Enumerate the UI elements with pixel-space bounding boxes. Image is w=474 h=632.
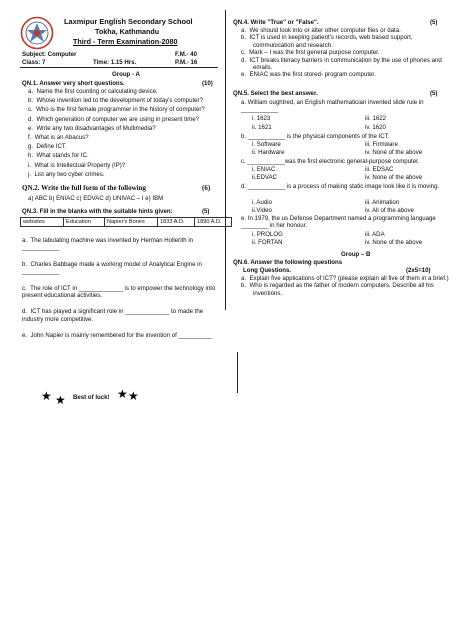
q4-marks: (5) [430, 19, 438, 26]
list-item: b. Whose invention led to the development of today's computer? [28, 97, 203, 105]
column-divider [225, 10, 226, 310]
group-b-title: Group – B [341, 251, 371, 258]
q3-marks: (5) [202, 208, 210, 215]
list-item: h. What stands for IC. [28, 152, 89, 160]
list-item: c. Who is the first female programmer in the history of computer? [28, 106, 205, 114]
star-icon: ★ [117, 387, 128, 401]
time-label: Time: 1.15 Hrs. [93, 59, 137, 66]
option: iv. 1620 [365, 124, 386, 131]
list-item: b. ICT is used in keeping patient's records, web based support, communication and research. [241, 34, 413, 49]
option: i. PROLOG [252, 231, 283, 238]
list-item: a. Explain five applications of ICT? (please explain all five of them in a brief.) [241, 275, 449, 282]
subject-label: Subject: Computer [22, 51, 77, 58]
class-label: Class: 7 [22, 59, 46, 66]
star-icon: ★ [41, 389, 52, 403]
list-item: g. Define ICT. [28, 143, 67, 151]
best-of-luck: Best of luck! [73, 394, 110, 401]
q6-marks: (2x5=10) [406, 267, 431, 274]
q2-marks: (6) [202, 184, 211, 192]
column-divider-lower [237, 352, 238, 393]
q2-items: a) ABC b) ENIAC c) EDVAC d) UNIVAC – I e) IBM [28, 195, 164, 202]
q4-title: QN.4. Write "True" or "False". [233, 19, 319, 26]
option: iii. EDSAC [365, 166, 394, 173]
list-item: f. What is an Abacus? [28, 134, 89, 142]
school-location: Tokha, Kathmandu [95, 27, 160, 36]
option: ii. 1621 [252, 124, 272, 131]
list-item: b. Charles Babbage made a working model of Analytical Engine in ___________ [22, 260, 202, 276]
option: iii. 1622 [365, 115, 387, 122]
q6-title: QN.6. Answer the following questions [233, 259, 343, 266]
star-icon: ★ [55, 393, 66, 407]
q3-title: QN.3. Fill in the blanks with the suitable hints given: [22, 208, 173, 215]
option: i. ENIAC [252, 166, 276, 173]
q5-question-a: a. William oughtred, an English mathematician invented slide rule in ___________ [241, 99, 424, 114]
q5-marks: (5) [430, 90, 438, 97]
q5-question-b: b. ___________ is the physical components of the ICT. [241, 133, 390, 140]
school-name: Laxmipur English Secondary School [64, 17, 193, 26]
q5-question-e: e. In 1979, the us Defense Department named a programming language ________ in her honour. [241, 215, 436, 230]
hint-cell: Napier's Bones [105, 218, 158, 227]
option: iii. Animation [365, 199, 400, 206]
list-item: c. The role of ICT in _____________ is to empower the technology into present educational activities. [22, 284, 216, 300]
list-item: d. ICT has played a significant role in _____________ to made the industry more competitive. [22, 308, 204, 323]
hint-cell: Education [64, 218, 105, 227]
option: ii. FORTAN [252, 239, 283, 246]
q5-question-c: c. ___________was the first electronic general-purpose computer. [241, 158, 420, 165]
q1-list [28, 88, 205, 178]
list-item: b. Who is regarded as the father of modern computers. Describe all his inventions. [241, 282, 434, 297]
option: ii.Video [252, 207, 272, 214]
hints-table [20, 217, 232, 227]
q3-list [22, 237, 218, 340]
option: iii. ADA [365, 231, 385, 238]
list-item: a. Name the first counting or calculating device. [28, 88, 158, 95]
option: ii. Hardware [252, 149, 285, 156]
list-item: j. List any two cyber crimes. [28, 170, 105, 178]
list-item: a. We should look into or alter other computer files or data. [241, 27, 401, 34]
q5-question-d: d. ___________ is a process of making static image look like it is moving. [241, 183, 440, 190]
q4-list [241, 27, 451, 79]
full-marks: F.M.- 40 [175, 51, 198, 58]
option: ii.EDVAC [252, 174, 277, 181]
option: i. 1623 [252, 115, 271, 122]
list-item: d. ICT breaks literacy barriers in communication by the use of phones and emails. [241, 56, 442, 72]
list-item: e. ENIAC was the first stored- program computer. [241, 71, 376, 79]
list-item: a. The tabulating machine was invented by Herman Hollerith in ___________ [22, 237, 194, 252]
list-item: d. Which generation of computer we are using in present time? [28, 115, 200, 123]
list-item: i. What is Intellectual Property (IP)? [28, 161, 126, 169]
list-item: e. John Napier is mainly remembered for the invention of __________ [22, 332, 213, 340]
list-item: e. Write any two disadvantages of Multimedia? [28, 124, 156, 132]
q5-title: QN.5. Select the best answer. [233, 90, 318, 97]
option: iv. None of the above [365, 239, 423, 246]
q1-title: QN.1. Answer very short questions. [22, 80, 125, 87]
option: iv. None of the above [365, 174, 423, 181]
list-item: c. Mark – I was the first general purpose computer. [241, 49, 380, 57]
q6-list [241, 275, 453, 297]
header-divider [20, 67, 218, 68]
exam-title: Third - Term Examination-2080 [73, 37, 178, 46]
option: iv. All of the above [365, 207, 415, 214]
q6-subtitle: Long Questions. [243, 267, 292, 274]
star-icon: ★ [128, 389, 139, 403]
hint-cell: websites [21, 218, 64, 227]
pass-marks: P.M.- 16 [175, 59, 198, 66]
school-emblem-icon [20, 16, 54, 50]
hint-cell: 1833 A.D. [158, 218, 195, 227]
q1-marks: (10) [202, 80, 213, 87]
group-a-title: Group - A [112, 71, 140, 78]
option: iv. None of the above [365, 149, 423, 156]
option: i. Software [252, 141, 281, 148]
option: i. Audio [252, 199, 272, 206]
option: iii. Firmware [365, 141, 398, 148]
hint-cell: 1890 A.D. [195, 218, 232, 227]
q2-title: QN.2. Write the full form of the following [22, 184, 146, 192]
